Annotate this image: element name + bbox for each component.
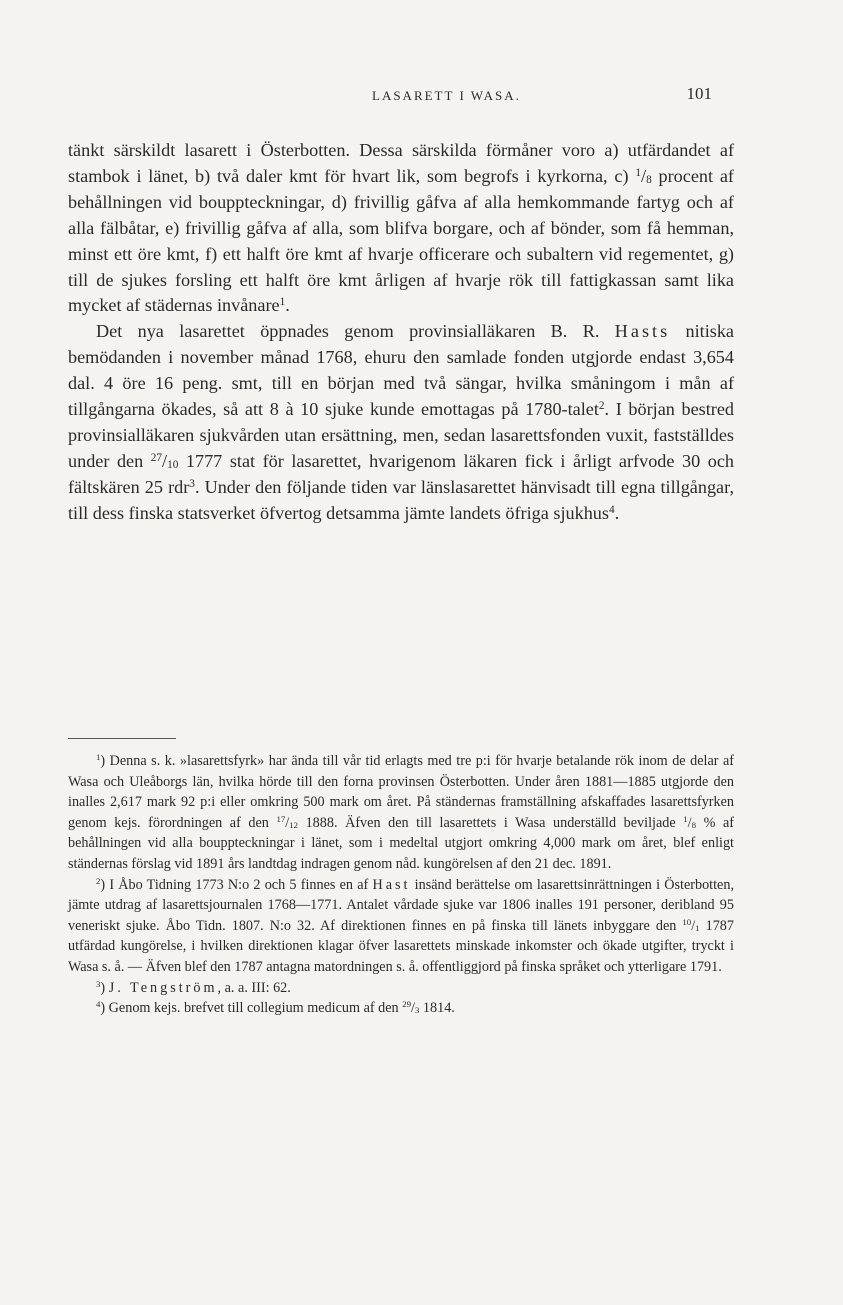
text-run: .	[285, 295, 290, 316]
text-run: Det nya lasarettet öppnades genom provinsialläkaren B. R.	[96, 321, 615, 342]
text-run: 1777 stat för lasarettet, hvarigenom läkaren fick i årligt arfvode 30 och fältskären 25 rdr	[68, 450, 734, 497]
text-run: . I början bestred provinsialläkaren sjukvården utan ersättning, men, sedan lasarettsfonden vuxit, fastställdes under den	[68, 399, 734, 471]
fraction-denominator: 8	[691, 819, 696, 830]
date-day: 27	[150, 451, 163, 464]
text-run: procent af behållningen vid bouppteckningar, d) frivillig gåfva af alla hemkommande fartyg och af alla fälbåtar, e) frivillig gåfva af alla, som blifva borgare, och af bönder, som få hemman, minst ett öre kmt, f) ett halft öre kmt af hvarje officerare och subaltern vid regementet, g) till de sjukes forsling ett halft öre kmt årligen af hvarje rök till fattigkassan samt lika mycket af städernas invånare	[68, 165, 734, 316]
text-run: ) Denna s. k. »lasarettsfyrk» har ända till vår tid erlagts med tre p:i för hvarje betalande rök inom de delar af Wasa och Uleåborgs län, hvilka hörde till den forna provinsen Österbotten. Under åren 1881—1885 utgjorde den inalles 2,617 mark 92 p:i eller omkring 500 mark om året. På ständernas framställning afskaffades lasarettsfyrken genom kejs. förordningen af den	[68, 753, 734, 831]
footnote-ref-4[interactable]: 4	[608, 503, 615, 516]
text-run: 1814.	[419, 1000, 455, 1017]
text-run: af behållningen vid alla bouppteckningar i länet, som i medeltal utgjort omkring 4,000 mark om året, blef enligt ständernas förslag vid 1891 års landtdag indragen genom nåd. kungörelsen af den 21 dec. 1891.	[68, 814, 734, 872]
footnote-2: $^2$) I Åbo Tidning 1773 N:o 2 och 5 finnes en af Hast insänd berättelse om lasarettsinrättningen i Österbotten, jämte utdrag af lasarettsjournalen 1768—1771. Antalet vårdade sjuke var 1806 inalles 191 personer, deribland 95 veneriskt sjuke. Åbo Tidn. 1807. N:o 32. Af direktionen finnes en på finska till länets inbyggare den $^{10}/_1$ 1787 utfärdad kungörelse, i hvilken direktionen klagar öfver lasarettets minskade inkomster och ökade utgifter, tryckt i Wasa s. å. — Äfven blef den 1787 antagna matordningen s. å. offentliggjord på finska språket och ytterligare 1791.	[68, 875, 734, 975]
text-run: 1787 utfärdad kungörelse, i hvilken direktionen klagar öfver lasarettets minskade inkomster och ökade utgifter, tryckt i Wasa s. å. — Äfven blef den 1787 antagna matordningen s. å. offentliggjord på finska språket och ytterligare 1791.	[68, 917, 734, 975]
running-title: LASARETT I WASA.	[372, 88, 521, 103]
footnote-3	[68, 978, 734, 999]
text-run: tänkt särskildt lasarett i Österbotten. Dessa särskilda förmåner voro a) utfärdandet af stambok i länet, b) två daler kmt för hvart lik, som begrofs i kyrkorna, c)	[68, 140, 734, 186]
text-run: insänd berättelse om lasarettsinrättningen i Österbotten, jämte utdrag af lasarettsjournalen 1768—1771. Antalet vårdade sjuke var 1806 inalles 191 personer, deribland 95 veneriskt sjuke. Åbo Tidn. 1807. N:o 32. Af direktionen finnes en på finska till länets inbyggare den	[68, 876, 734, 934]
person-name: Hasts	[614, 321, 671, 342]
text-run: 1888. Äfven den till lasarettets i Wasa underställd beviljade	[298, 814, 684, 831]
page-number: 101	[686, 84, 712, 103]
date-month: 12	[289, 819, 299, 830]
footnote-ref-1[interactable]: 1	[279, 296, 286, 309]
footnote-ref-3[interactable]: 3	[189, 477, 195, 490]
text-run: nitiska bemödanden i november månad 1768, ehuru den samlade fonden utgjorde endast 3,654 dal. 4 öre 16 peng. smt, till en början med två sängar, hvilka småningom i mån af tillgångarna ökades, så att 8 à 10 sjuke kunde emottagas på 1780-talet	[68, 321, 734, 420]
paragraph-2: Det nya lasarettet öppnades genom provinsialläkaren B. R. Hasts nitiska bemödanden i november månad 1768, ehuru den samlade fonden utgjorde endast 3,654 dal. 4 öre 16 peng. smt, till en början med två sängar, hvilka småningom i mån af tillgångarna ökades, så att 8 à 10 sjuke kunde emottagas på 1780-talet$^2$. I början bestred provinsialläkaren sjukvården utan ersättning, men, sedan lasarettsfonden vuxit, fastställdes under den $^{27}/_{10}$ 1777 stat för lasarettet, hvarigenom läkaren fick i årligt arfvode 30 och fältskären 25 rdr$^3$. Under den följande tiden var länslasarettet hänvisadt till egna tillgångar, till dess finska statsverket öfvertog detsamma jämte landets öfriga sjukhus$^4$.	[68, 321, 734, 523]
footnote-1: $^1$) Denna s. k. »lasarettsfyrk» har ända till vår tid erlagts med tre p:i för hvarje betalande rök inom de delar af Wasa och Uleåborgs län, hvilka hörde till den forna provinsen Österbotten. Under åren 1881—1885 utgjorde den inalles 2,617 mark 92 p:i eller omkring 500 mark om året. På ständernas framställning afskaffades lasarettsfyrken genom kejs. förordningen af den $^{17}/_{12}$ 1888. Äfven den till lasarettets i Wasa underställd beviljade $^1/_8$ % af behållningen vid alla bouppteckningar i länet, som i medeltal utgjort omkring 4,000 mark om året, blef enligt ständernas förslag vid 1891 års landtdag indragen genom nåd. kungörelsen af den 21 dec. 1891.	[68, 752, 734, 872]
footnote-mark: 2	[96, 875, 101, 886]
paragraph-1: tänkt särskildt lasarett i Österbotten. Dessa särskilda förmåner voro a) utfärdandet af stambok i länet, b) två daler kmt för hvart lik, som begrofs i kyrkorna, c) $^1/_8$ procent af behållningen vid bouppteckningar, d) frivillig gåfva af alla hemkommande fartyg och af alla fälbåtar, e) frivillig gåfva af alla, som blifva borgare, och af bönder, som få hemman, minst ett öre kmt, f) ett halft öre kmt af hvarje officerare och subaltern vid regementet, g) till de sjukes forsling ett halft öre kmt årligen af hvarje rök till fattigkassan samt lika mycket af städernas invånare$^1$.	[68, 140, 734, 316]
footnote-mark: 3	[96, 978, 101, 989]
person-name: J. Tengström	[108, 979, 218, 996]
footnote-4: $^4$) Genom kejs. brefvet till collegium medicum af den $^{29}/_3$ 1814.	[96, 999, 455, 1017]
text-run: , a. a. III: 62.	[217, 979, 291, 996]
text-run: ) I Åbo Tidning 1773 N:o 2 och 5 finnes en af	[100, 876, 373, 893]
footnote-mark: 1	[96, 752, 101, 763]
fraction-numerator: 1	[635, 166, 641, 179]
main-text	[68, 138, 734, 527]
text-run: .	[614, 502, 620, 523]
footnotes	[68, 751, 734, 1019]
date-day: 17	[276, 813, 286, 824]
text-run: . Under den följande tiden var länslasarettet hänvisadt till egna tillgångar, till dess finska statsverket öfvertog detsamma jämte landets öfriga sjukhus	[68, 476, 734, 523]
percent-sign: %	[703, 814, 716, 831]
fraction-denominator: 8	[646, 174, 652, 187]
date-month: 3	[414, 1005, 420, 1015]
date-month: 10	[167, 459, 179, 471]
footnote-divider	[68, 738, 176, 739]
fraction-numerator: 1	[683, 813, 688, 824]
footnote-ref-2[interactable]: 2	[598, 399, 605, 412]
person-name: Hast	[372, 876, 411, 893]
text-run: ) Genom kejs. brefvet till collegium medicum af den	[100, 1000, 403, 1017]
footnote-mark: 4	[96, 999, 101, 1010]
date-day: 29	[402, 999, 411, 1010]
text-run: )	[100, 979, 109, 996]
date-month: 1	[695, 922, 700, 933]
date-day: 10	[682, 916, 692, 927]
